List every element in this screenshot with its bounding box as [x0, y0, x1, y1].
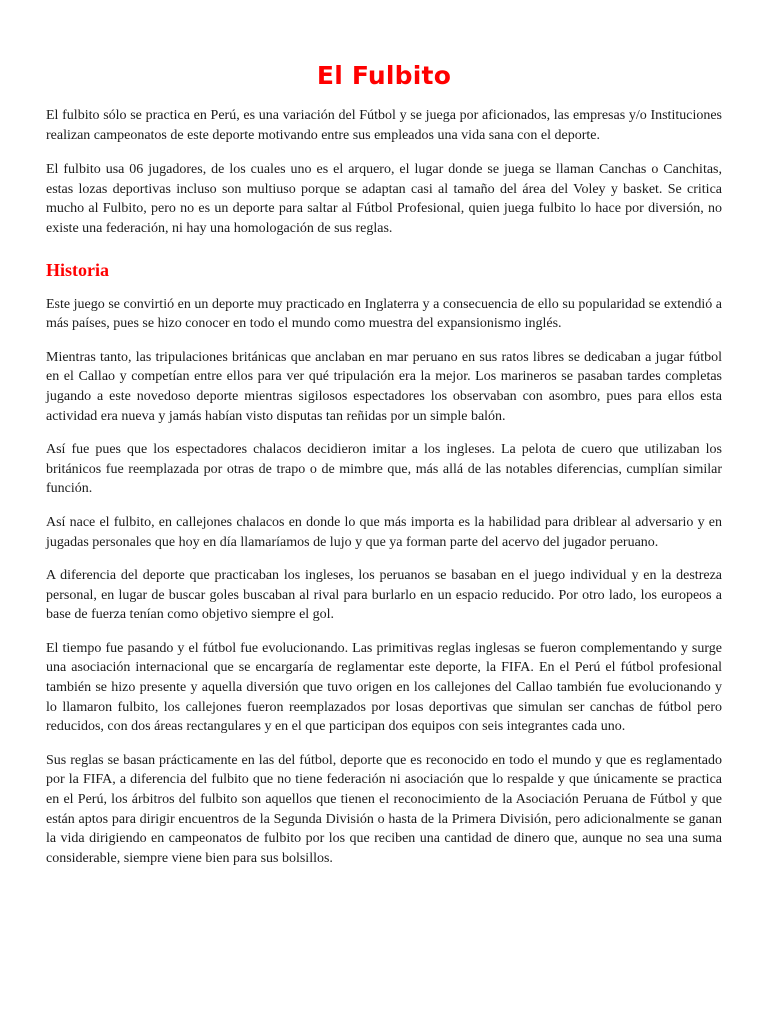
- history-paragraph: El tiempo fue pasando y el fútbol fue evolucionando. Las primitivas reglas inglesas se fueron complementando y surge una asociación internacional que se encargaría de reglamentar este deporte, la FIFA. En el Perú el fútbol profesional también se hizo presente y aquella diversión que tuvo origen en los callejones del Callao también fue evolucionando y lo llamaron fulbito, los callejones fueron reemplazados por losas deportivas que simulan ser canchas de fútbol pero reducidos, con dos áreas rectangulares y en el que participan dos equipos con seis integrantes cada uno.: [46, 640, 722, 735]
- section-heading-historia: Historia: [46, 259, 109, 280]
- history-paragraph: Así fue pues que los espectadores chalacos decidieron imitar a los ingleses. La pelota de cuero que utilizaban los británicos fue reemplazada por otras de trapo o de mimbre que, más allá de las notables diferencias, cumplían similar función.: [46, 442, 722, 497]
- document-title: El Fulbito: [316, 61, 452, 90]
- history-paragraph: Así nace el fulbito, en callejones chalacos en donde lo que más importa es la habilidad para driblear al adversario y en jugadas personales que hoy en día llamaríamos de lujo y que ya forman parte del acervo del jugador peruano.: [46, 514, 722, 550]
- history-paragraph: Este juego se convirtió en un deporte muy practicado en Inglaterra y a consecuencia de ello su popularidad se extendió a más países, pues se hizo conocer en todo el mundo como muestra del expansionismo inglés.: [46, 296, 722, 332]
- history-paragraph: Mientras tanto, las tripulaciones británicas que anclaban en mar peruano en sus ratos libres se dedicaban a jugar fútbol en el Callao y competían entre ellos para ver qué tripulación era la mejor. Los marineros se pasaban tardes completas jugando a este novedoso deporte mientras sigilosos espectadores los observaban con asombro, pues para ellos esta actividad era nueva y jamás habían visto disputas tan reñidas por un simple balón.: [46, 349, 722, 424]
- history-paragraph: A diferencia del deporte que practicaban los ingleses, los peruanos se basaban en el juego individual y en la destreza personal, en lugar de buscar goles buscaban al rival para burlarlo en un espacio reducido. Por otro lado, los europeos a base de fuerza tenían como objetivo siempre el gol.: [46, 568, 722, 623]
- intro-paragraph: El fulbito usa 06 jugadores, de los cuales uno es el arquero, el lugar donde se juega se llaman Canchas o Canchitas, estas lozas deportivas incluso son multiuso porque se adaptan casi al tamaño del área del Voley y basket. Se critica mucho al Fulbito, pero no es un deporte para saltar al Fútbol Profesional, quien juega fulbito lo hace por diversión, no existe una federación, ni hay una homologación de sus reglas.: [46, 162, 722, 236]
- history-paragraph: Sus reglas se basan prácticamente en las del fútbol, deporte que es reconocido en todo el mundo y que es reglamentado por la FIFA, a diferencia del fulbito que no tiene federación ni asociación que lo respalde y que únicamente se practica en el Perú, los árbitros del fulbito son aquellos que tienen el reconocimiento de la Asociación Peruana de Fútbol y que están aptos para dirigir encuentros de la Segunda División o hasta de la Primera División, pero adicionalmente se ganan la vida dirigiendo en campeonatos de fulbito por los que reciben una cantidad de dinero que, aunque no sea una suma considerable, siempre viene bien para sus bolsillos.: [46, 752, 722, 866]
- intro-paragraph: El fulbito sólo se practica en Perú, es una variación del Fútbol y se juega por aficionados, las empresas y/o Instituciones realizan campeonatos de este deporte motivando entre sus empleados una vida sana con el deporte.: [46, 108, 722, 143]
